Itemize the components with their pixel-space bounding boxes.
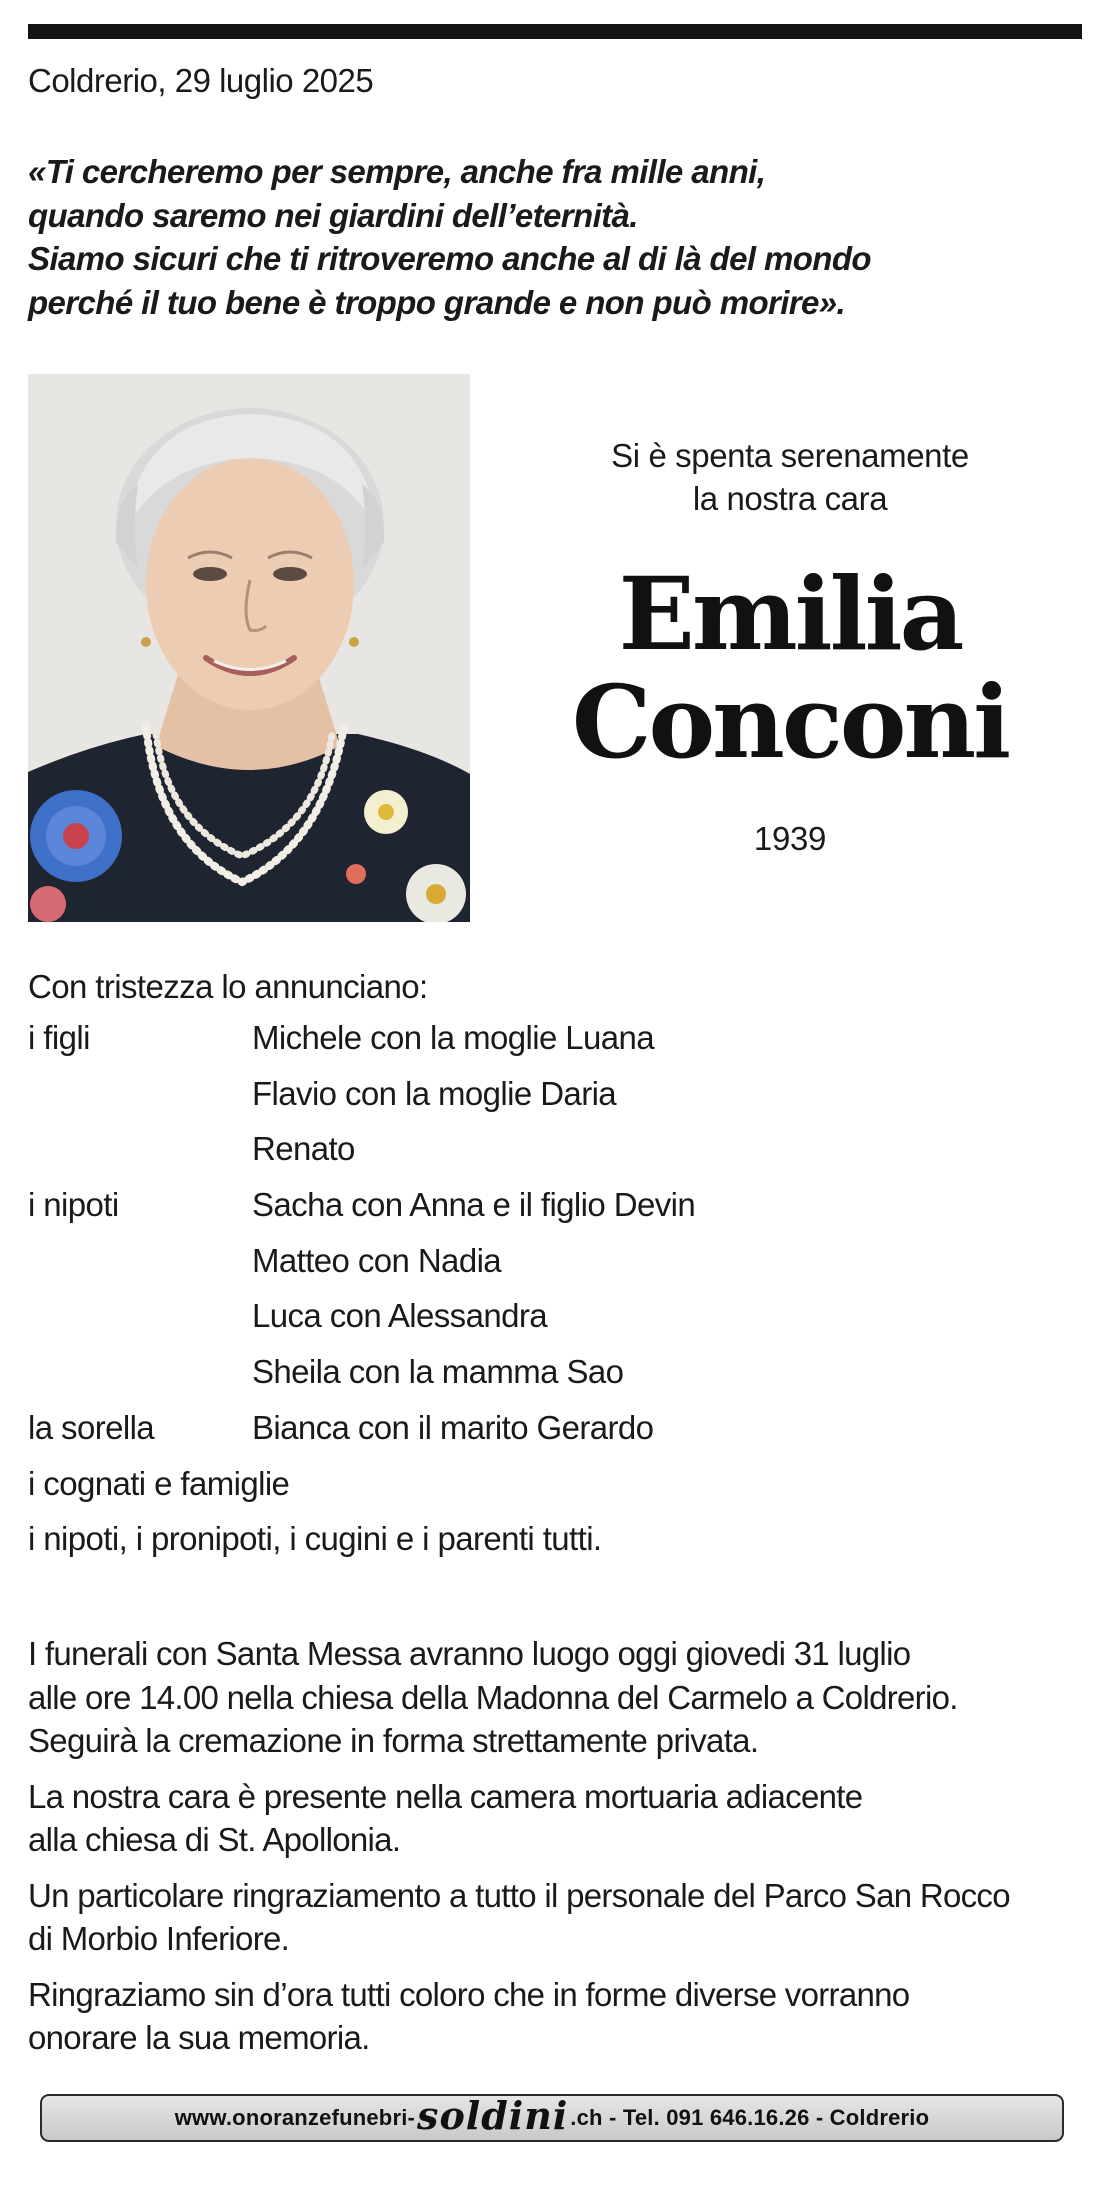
info-paragraph [28,1874,1098,1961]
quote-line: «Ti cercheremo per sempre, anche fra mille anni, [28,153,766,190]
info-paragraph [28,1775,1098,1862]
relative-role: la sorella [28,1408,155,1446]
quote-line: perché il tuo bene è troppo grande e non può morire». [28,283,846,321]
relative-row [28,1130,1088,1186]
info-line: La nostra cara è presente nella camera mortuaria adiacente [28,1777,863,1815]
relative-row [28,1186,1088,1242]
intro-line: Si è spenta serenamente [611,437,969,474]
intro-line: la nostra cara [692,480,888,517]
place-date: Coldrerio, 29 luglio 2025 [28,62,374,99]
other-relatives: i nipoti, i pronipoti, i cugini e i parenti tutti. [28,1520,602,1558]
relative-row [28,1242,1088,1298]
relative-name: Renato [252,1130,355,1168]
info-line: Seguirà la cremazione in forma strettamente privata. [28,1722,759,1759]
relative-role: i figli [28,1019,90,1056]
relative-row [28,1075,1088,1131]
info-line: alle ore 14.00 nella chiesa della Madonna del Carmelo a Coldrerio. [28,1678,958,1716]
info-line: alla chiesa di St. Apollonia. [28,1821,401,1858]
relative-name: Sheila con la mamma Sao [252,1353,624,1391]
footer-url-prefix: www.onoranzefunebri- [174,2105,416,2130]
portrait-photo [28,374,470,922]
funeral-home-banner [40,2094,1064,2142]
birth-year: 1939 [753,820,827,857]
info-line: onorare la sua memoria. [28,2019,370,2056]
info-line: Ringraziamo sin d’ora tutti coloro che in forme diverse vorranno [28,1975,910,2013]
footer-brand-logo: soldini [417,2092,569,2138]
relative-name: Flavio con la moglie Daria [252,1074,617,1112]
relative-row [28,1409,1088,1465]
quote-line: Siamo sicuri che ti ritroveremo anche al di là del mondo [28,240,871,277]
relative-row-full [28,1465,1088,1521]
relative-row [28,1019,1088,1075]
info-paragraph [28,1632,1098,1763]
quote-line: quando saremo nei giardini dell’eternità. [28,196,638,234]
last-name: Conconi [571,663,1009,781]
relative-row [28,1297,1088,1353]
deceased-name [520,555,1060,781]
relative-name: Matteo con Nadia [252,1241,502,1279]
memorial-quote [28,150,1088,324]
top-rule [28,24,1082,39]
announcement-lead: Con tristezza lo annunciano: [28,968,428,1005]
relative-role: i nipoti [28,1186,119,1224]
info-line: I funerali con Santa Messa avranno luogo oggi giovedi 31 luglio [28,1635,911,1672]
relative-name: Luca con Alessandra [252,1297,547,1335]
intro-text [520,434,1060,520]
other-relatives: i cognati e famiglie [28,1464,290,1502]
relative-row-full [28,1520,1088,1576]
info-paragraph [28,1973,1098,2060]
footer-contact: .ch - Tel. 091 646.16.26 - Coldrerio [570,2105,930,2130]
first-name: Emilia [618,555,962,673]
info-line: Un particolare ringraziamento a tutto il personale del Parco San Rocco [28,1876,1010,1914]
relative-name: Sacha con Anna e il figlio Devin [252,1186,696,1224]
relative-name: Michele con la moglie Luana [252,1019,655,1056]
funeral-information [28,1632,1098,2072]
relatives-list [28,1019,1088,1576]
relative-row [28,1353,1088,1409]
info-line: di Morbio Inferiore. [28,1920,290,1957]
relative-name: Bianca con il marito Gerardo [252,1408,654,1446]
